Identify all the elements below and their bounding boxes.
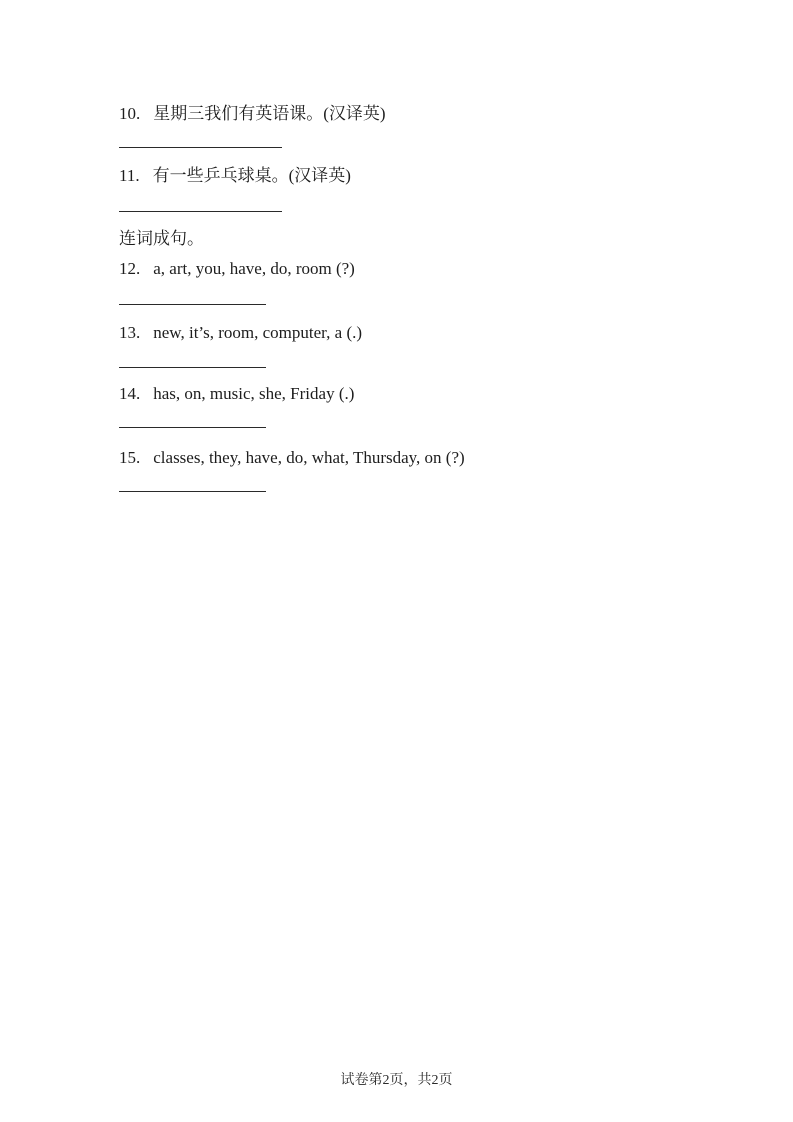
answer-blank-10[interactable] xyxy=(119,147,282,148)
question-14 xyxy=(119,384,354,404)
page-footer xyxy=(0,1072,793,1089)
question-15 xyxy=(119,448,465,468)
question-10-text: 星期三我们有英语课。(汉译英) xyxy=(153,104,386,123)
answer-blank-15[interactable] xyxy=(119,491,266,492)
question-10 xyxy=(119,104,386,124)
section-title-sentence-building: 连词成句。 xyxy=(119,229,204,248)
question-11 xyxy=(119,166,351,186)
question-12 xyxy=(119,259,355,279)
answer-blank-14[interactable] xyxy=(119,427,266,428)
page-number-label: 试卷第2页，共2页 xyxy=(340,1073,453,1088)
question-10-number: 10. xyxy=(119,104,141,123)
answer-blank-11[interactable] xyxy=(119,211,282,212)
question-14-number: 14. xyxy=(119,384,141,403)
question-12-number: 12. xyxy=(119,259,141,278)
question-11-text: 有一些乒乓球桌。(汉译英) xyxy=(152,166,351,185)
question-15-text: classes, they, have, do, what, Thursday, on (?) xyxy=(153,448,465,467)
question-14-text: has, on, music, she, Friday (.) xyxy=(153,384,355,403)
question-13-number: 13. xyxy=(119,323,141,342)
question-13 xyxy=(119,323,362,343)
question-11-number: 11. xyxy=(119,166,140,185)
answer-blank-12[interactable] xyxy=(119,304,266,305)
question-12-text: a, art, you, have, do, room (?) xyxy=(153,259,355,278)
question-15-number: 15. xyxy=(119,448,141,467)
answer-blank-13[interactable] xyxy=(119,367,266,368)
question-13-text: new, it’s, room, computer, a (.) xyxy=(153,323,363,342)
